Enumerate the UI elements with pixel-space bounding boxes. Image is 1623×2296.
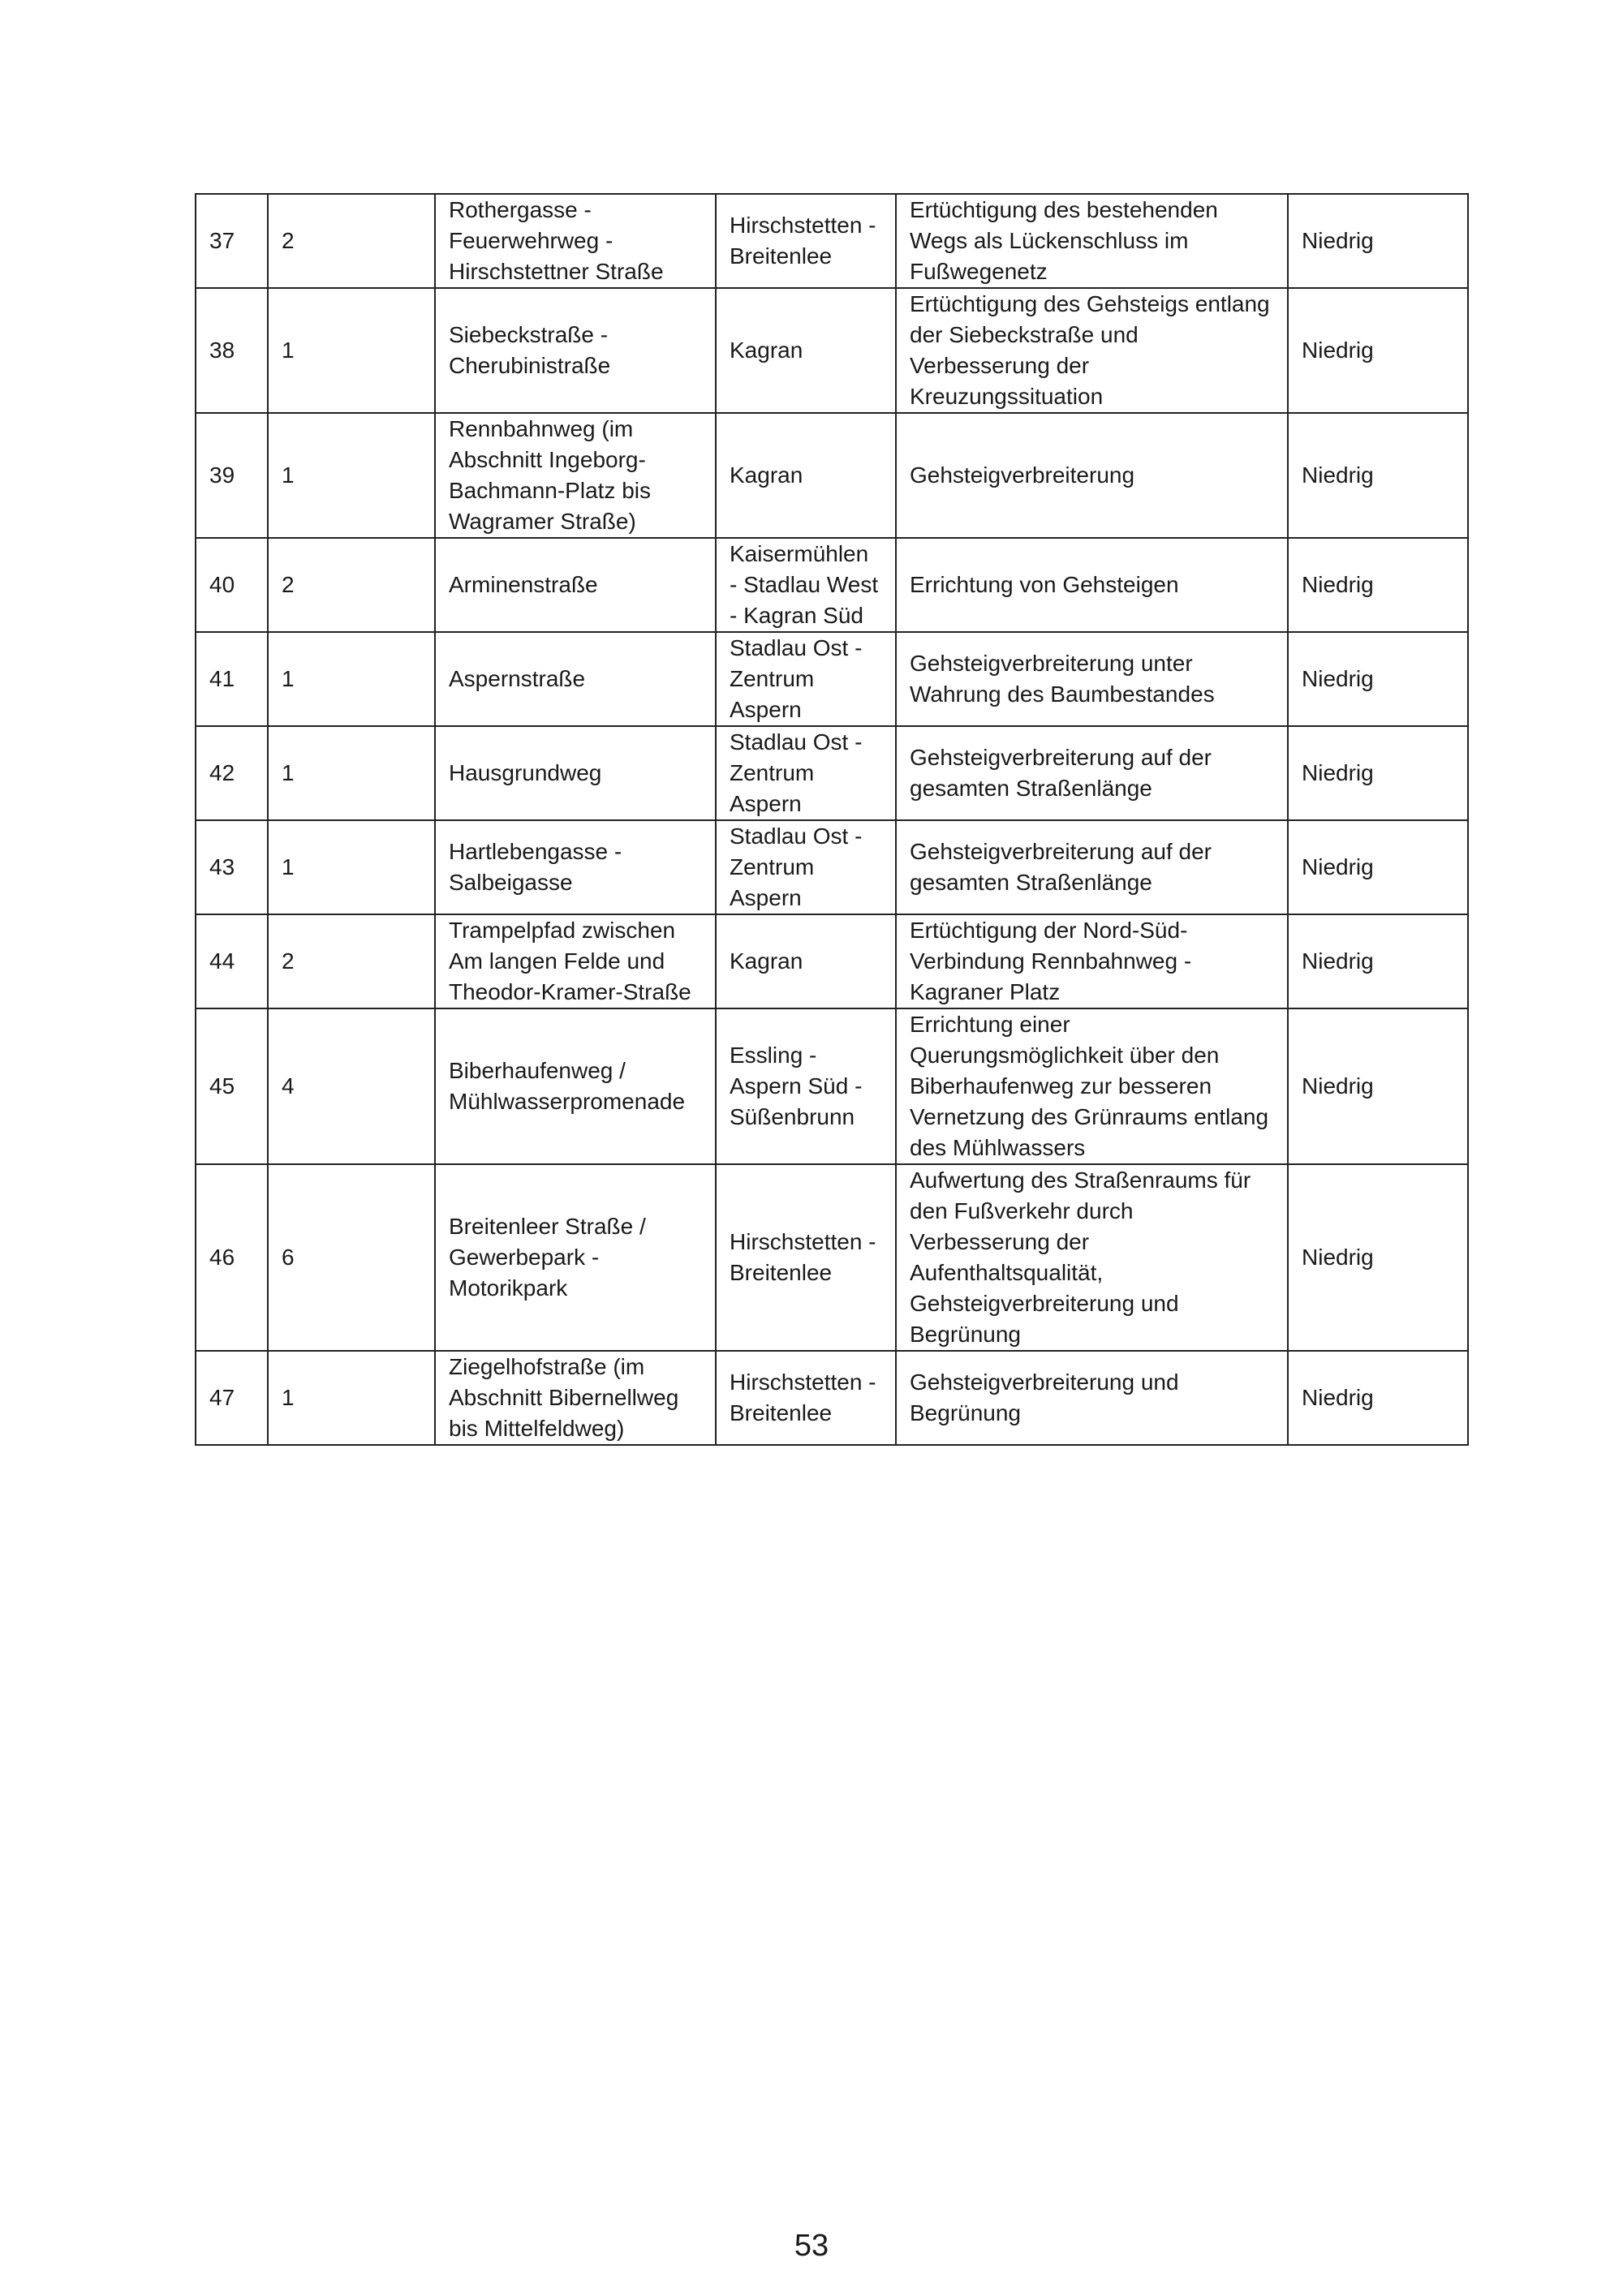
cell-count: 1 bbox=[268, 1351, 435, 1445]
cell-priority: Niedrig bbox=[1288, 1351, 1468, 1445]
table-row bbox=[196, 1351, 1468, 1445]
cell-priority: Niedrig bbox=[1288, 413, 1468, 538]
cell-measure: Gehsteigverbreiterung und Begrünung bbox=[896, 1351, 1288, 1445]
cell-count: 1 bbox=[268, 726, 435, 820]
cell-area: Kagran bbox=[716, 914, 896, 1008]
cell-number: 38 bbox=[196, 288, 268, 413]
cell-area: Stadlau Ost - Zentrum Aspern bbox=[716, 820, 896, 914]
cell-location: Hausgrundweg bbox=[435, 726, 716, 820]
cell-measure: Errichtung einer Querungsmöglichkeit über den Biberhaufenweg zur besseren Vernetzung des Grünraums entlang des Mühlwassers bbox=[896, 1008, 1288, 1164]
cell-area: Kagran bbox=[716, 288, 896, 413]
cell-number: 44 bbox=[196, 914, 268, 1008]
table-row bbox=[196, 194, 1468, 288]
cell-number: 43 bbox=[196, 820, 268, 914]
cell-count: 1 bbox=[268, 413, 435, 538]
table-row bbox=[196, 1008, 1468, 1164]
cell-area: Kaisermühlen - Stadlau West - Kagran Süd bbox=[716, 538, 896, 632]
cell-location: Hartlebengasse - Salbeigasse bbox=[435, 820, 716, 914]
cell-number: 40 bbox=[196, 538, 268, 632]
table-row bbox=[196, 288, 1468, 413]
cell-measure: Errichtung von Gehsteigen bbox=[896, 538, 1288, 632]
table-row bbox=[196, 413, 1468, 538]
cell-count: 1 bbox=[268, 288, 435, 413]
cell-measure: Gehsteigverbreiterung bbox=[896, 413, 1288, 538]
cell-location: Arminenstraße bbox=[435, 538, 716, 632]
cell-location: Rothergasse - Feuerwehrweg - Hirschstettner Straße bbox=[435, 194, 716, 288]
cell-location: Rennbahnweg (im Abschnitt Ingeborg-Bachmann-Platz bis Wagramer Straße) bbox=[435, 413, 716, 538]
cell-area: Hirschstetten - Breitenlee bbox=[716, 1164, 896, 1351]
cell-priority: Niedrig bbox=[1288, 1164, 1468, 1351]
cell-count: 2 bbox=[268, 194, 435, 288]
cell-count: 2 bbox=[268, 538, 435, 632]
table-row bbox=[196, 820, 1468, 914]
cell-area: Hirschstetten - Breitenlee bbox=[716, 194, 896, 288]
cell-area: Essling - Aspern Süd - Süßenbrunn bbox=[716, 1008, 896, 1164]
table-row bbox=[196, 538, 1468, 632]
cell-area: Hirschstetten - Breitenlee bbox=[716, 1351, 896, 1445]
cell-number: 46 bbox=[196, 1164, 268, 1351]
cell-count: 2 bbox=[268, 914, 435, 1008]
cell-number: 37 bbox=[196, 194, 268, 288]
table-row bbox=[196, 914, 1468, 1008]
cell-priority: Niedrig bbox=[1288, 538, 1468, 632]
cell-measure: Gehsteigverbreiterung auf der gesamten Straßenlänge bbox=[896, 820, 1288, 914]
cell-location: Siebeckstraße - Cherubinistraße bbox=[435, 288, 716, 413]
cell-measure: Gehsteigverbreiterung unter Wahrung des Baumbestandes bbox=[896, 632, 1288, 726]
cell-measure: Ertüchtigung des bestehenden Wegs als Lückenschluss im Fußwegenetz bbox=[896, 194, 1288, 288]
cell-area: Stadlau Ost - Zentrum Aspern bbox=[716, 632, 896, 726]
cell-number: 42 bbox=[196, 726, 268, 820]
table-row bbox=[196, 632, 1468, 726]
table-row bbox=[196, 726, 1468, 820]
cell-measure: Aufwertung des Straßenraums für den Fußverkehr durch Verbesserung der Aufenthaltsqualität, Gehsteigverbreiterung und Begrünung bbox=[896, 1164, 1288, 1351]
cell-priority: Niedrig bbox=[1288, 914, 1468, 1008]
cell-priority: Niedrig bbox=[1288, 1008, 1468, 1164]
cell-number: 39 bbox=[196, 413, 268, 538]
cell-area: Kagran bbox=[716, 413, 896, 538]
page-number: 53 bbox=[794, 2229, 829, 2263]
cell-location: Ziegelhofstraße (im Abschnitt Bibernellweg bis Mittelfeldweg) bbox=[435, 1351, 716, 1445]
cell-priority: Niedrig bbox=[1288, 288, 1468, 413]
cell-count: 6 bbox=[268, 1164, 435, 1351]
cell-measure: Gehsteigverbreiterung auf der gesamten Straßenlänge bbox=[896, 726, 1288, 820]
cell-location: Biberhaufenweg / Mühlwasserpromenade bbox=[435, 1008, 716, 1164]
cell-priority: Niedrig bbox=[1288, 820, 1468, 914]
cell-count: 1 bbox=[268, 632, 435, 726]
cell-number: 41 bbox=[196, 632, 268, 726]
measures-table-body bbox=[196, 194, 1468, 1445]
measures-table bbox=[195, 193, 1469, 1446]
cell-count: 4 bbox=[268, 1008, 435, 1164]
cell-number: 47 bbox=[196, 1351, 268, 1445]
cell-number: 45 bbox=[196, 1008, 268, 1164]
cell-measure: Ertüchtigung der Nord-Süd-Verbindung Rennbahnweg - Kagraner Platz bbox=[896, 914, 1288, 1008]
cell-priority: Niedrig bbox=[1288, 632, 1468, 726]
cell-measure: Ertüchtigung des Gehsteigs entlang der Siebeckstraße und Verbesserung der Kreuzungssituation bbox=[896, 288, 1288, 413]
cell-location: Aspernstraße bbox=[435, 632, 716, 726]
cell-location: Trampelpfad zwischen Am langen Felde und Theodor-Kramer-Straße bbox=[435, 914, 716, 1008]
table-row bbox=[196, 1164, 1468, 1351]
cell-priority: Niedrig bbox=[1288, 194, 1468, 288]
cell-location: Breitenleer Straße / Gewerbepark - Motorikpark bbox=[435, 1164, 716, 1351]
cell-area: Stadlau Ost - Zentrum Aspern bbox=[716, 726, 896, 820]
cell-count: 1 bbox=[268, 820, 435, 914]
cell-priority: Niedrig bbox=[1288, 726, 1468, 820]
